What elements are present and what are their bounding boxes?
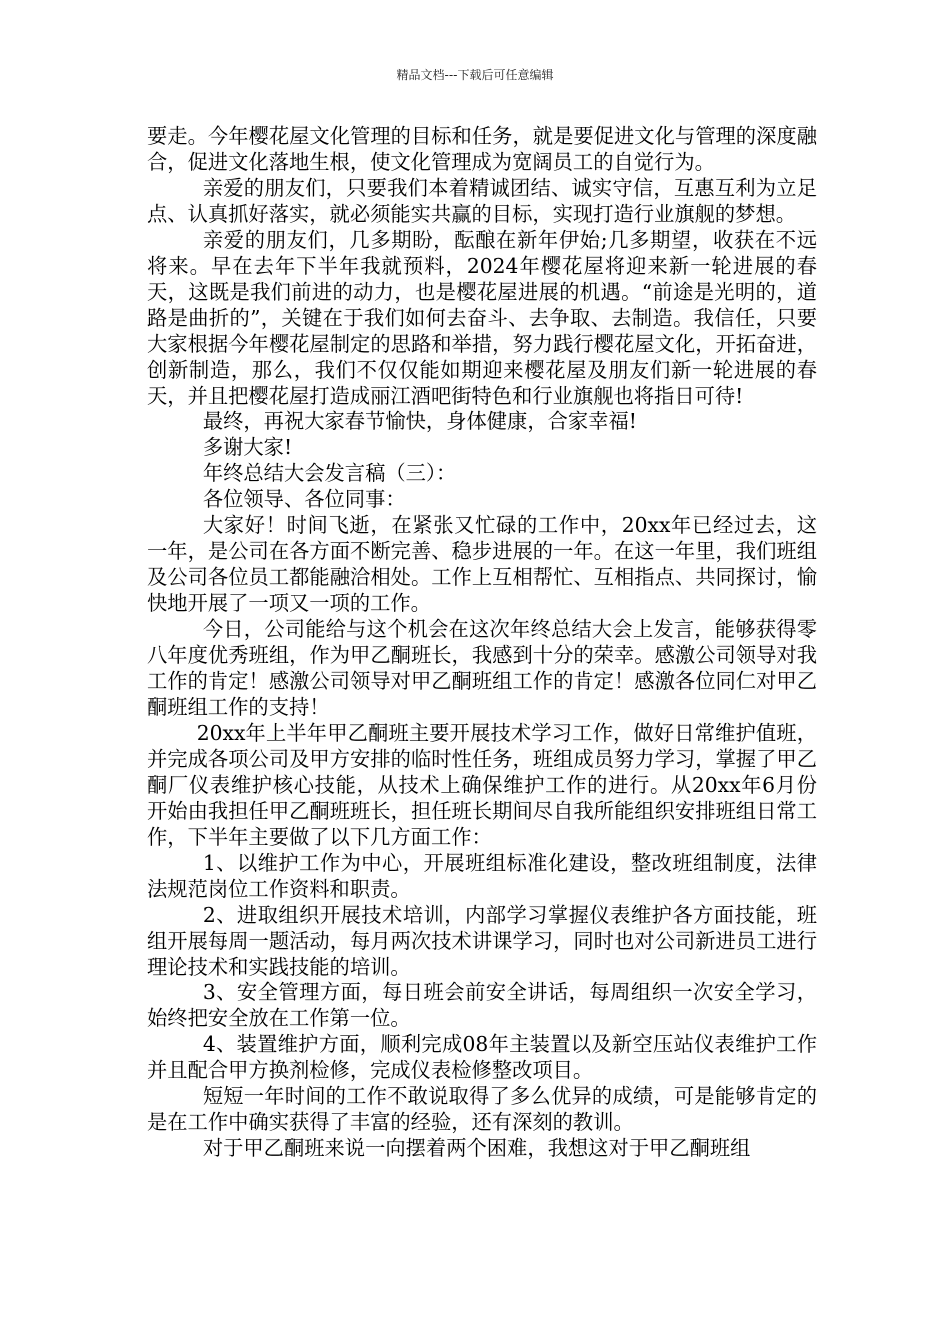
list-item: 3、安全管理方面，每日班会前安全讲话，每周组织一次安全学习，始终把安全放在工作第一位。 [147, 980, 817, 1031]
paragraph: 要走。今年樱花屋文化管理的目标和任务，就是要促进文化与管理的深度融合，促进文化落地生根，使文化管理成为宽阔员工的自觉行为。 [147, 124, 817, 174]
page-header: 精品文档---下载后可任意编辑 [396, 68, 554, 82]
section-title: 年终总结大会发言稿（三）： [202, 461, 457, 486]
paragraph: 亲爱的朋友们，几多期盼，酝酿在新年伊始;几多期望，收获在不远将来。早在去年下半年我就预料，2024年樱花屋将迎来新一轮进展的春天，这既是我们前进的动力，也是樱花屋进展的机遇。“前途是光明的，道路是曲折的”，关键在于我们如何去奋斗、去争取、去制造。我信任，只要大家根据今年樱花屋制定的思路和举措，努力践行樱花屋文化，开拓奋进，创新制造，那么，我们不仅仅能如期迎来樱花屋及朋友们新一轮进展的春天，并且把樱花屋打造成丽江酒吧街特色和行业旗舰也将指日可待! [147, 227, 817, 408]
list-item: 4、装置维护方面，顺利完成08年主装置以及新空压站仪表维护工作并且配合甲方换剂检修，完成仪表检修整改项目。 [147, 1032, 817, 1083]
paragraph: 大家好！时间飞逝，在紧张又忙碌的工作中，20xx年已经过去，这一年，是公司在各方面不断完善、稳步进展的一年。在这一年里，我们班组及公司各位员工都能融洽相处。工作上互相帮忙、互相指点、共同探讨，愉快地开展了一项又一项的工作。 [147, 513, 817, 616]
paragraph: 亲爱的朋友们，只要我们本着精诚团结、诚实守信，互惠互利为立足点、认真抓好落实，就必须能实共赢的目标，实现打造行业旗舰的梦想。 [147, 175, 817, 226]
list-item: 2、进取组织开展技术培训，内部学习掌握仪表维护各方面技能，班组开展每周一题活动，每月两次技术讲课学习，同时也对公司新进员工进行理论技术和实践技能的培训。 [147, 902, 817, 979]
paragraph: 短短一年时间的工作不敢说取得了多么优异的成绩，可是能够肯定的是在工作中确实获得了丰富的经验，还有深刻的教训。 [147, 1084, 817, 1135]
salutation: 各位领导、各位同事： [202, 487, 406, 512]
paragraph: 最终，再祝大家春节愉快，身体健康，合家幸福! [202, 409, 637, 434]
paragraph: 对于甲乙酮班来说一向摆着两个困难，我想这对于甲乙酮班组 [202, 1136, 751, 1161]
paragraph: 今日，公司能给与这个机会在这次年终总结大会上发言，能够获得零八年度优秀班组，作为甲乙酮班长，我感到十分的荣幸。感激公司领导对我工作的肯定！感激公司领导对甲乙酮班组工作的肯定！感激各位同仁对甲乙酮班组工作的支持！ [147, 617, 817, 719]
list-item: 1、以维护工作为中心，开展班组标准化建设，整改班组制度，法律法规范岗位工作资料和职责。 [147, 850, 817, 901]
document-body [147, 124, 817, 1162]
paragraph: 多谢大家! [202, 435, 293, 460]
paragraph: 20xx年上半年甲乙酮班主要开展技术学习工作，做好日常维护值班，并完成各项公司及甲方安排的临时性任务，班组成员努力学习，掌握了甲乙酮厂仪表维护核心技能，从技术上确保维护工作的进行。从20xx年6月份开始由我担任甲乙酮班班长，担任班长期间尽自我所能组织安排班组日常工作，下半年主要做了以下几方面工作： [147, 720, 817, 849]
